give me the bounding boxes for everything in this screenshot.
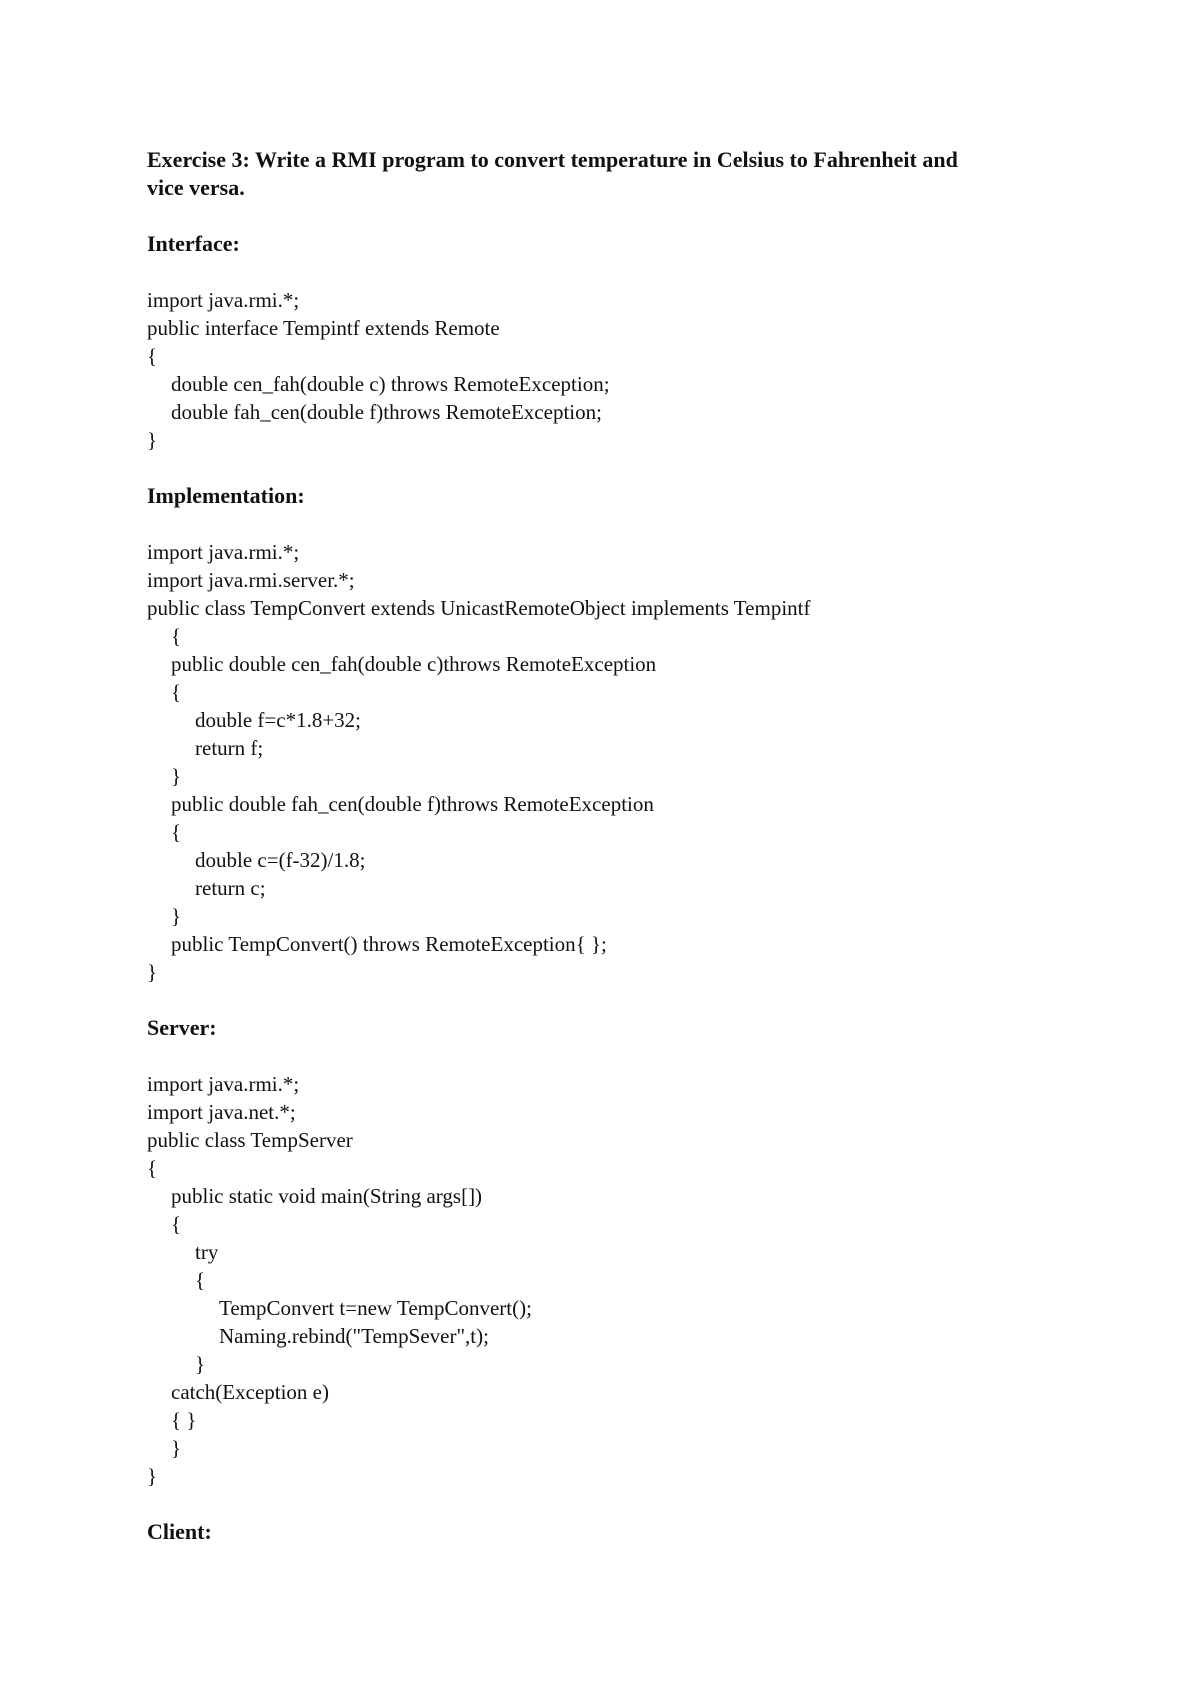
code-line: } — [195, 1352, 206, 1376]
code-line: return f; — [195, 736, 264, 760]
code-line: double fah_cen(double f)throws RemoteException; — [171, 400, 602, 424]
server-code-block — [147, 1070, 1067, 1490]
code-line: } — [171, 1436, 182, 1460]
exercise-title-line-1: Exercise 3: Write a RMI program to convert temperature in Celsius to Fahrenheit and — [147, 147, 958, 172]
code-line: Naming.rebind("TempSever",t); — [219, 1324, 489, 1348]
code-line: } — [171, 764, 182, 788]
code-line: public class TempServer — [147, 1128, 353, 1152]
server-heading: Server: — [147, 1015, 217, 1040]
exercise-title — [147, 146, 1067, 202]
code-line: public static void main(String args[]) — [171, 1184, 483, 1208]
code-line: import java.rmi.*; — [147, 1072, 300, 1096]
code-line: catch(Exception e) — [171, 1380, 329, 1404]
code-line: { } — [171, 1408, 197, 1432]
code-line: TempConvert t=new TempConvert(); — [219, 1296, 532, 1320]
code-line: import java.net.*; — [147, 1100, 296, 1124]
code-line: public interface Tempintf extends Remote — [147, 316, 500, 340]
code-line: { — [171, 624, 182, 648]
code-line: public double fah_cen(double f)throws RemoteException — [171, 792, 654, 816]
code-line: public class TempConvert extends UnicastRemoteObject implements Tempintf — [147, 596, 811, 620]
code-line: import java.rmi.*; — [147, 288, 300, 312]
code-line: double c=(f-32)/1.8; — [195, 848, 366, 872]
code-line: try — [195, 1240, 219, 1264]
interface-heading: Interface: — [147, 231, 240, 256]
code-line: double cen_fah(double c) throws RemoteException; — [171, 372, 610, 396]
code-line: { — [171, 1212, 182, 1236]
code-line: public TempConvert() throws RemoteException{ }; — [171, 932, 607, 956]
client-heading: Client: — [147, 1519, 212, 1544]
document-content — [147, 146, 1067, 1546]
implementation-code-block — [147, 538, 1067, 986]
code-line: { — [195, 1268, 206, 1292]
code-line: { — [171, 820, 182, 844]
code-line: { — [147, 344, 158, 368]
code-line: } — [147, 1464, 158, 1488]
code-line: } — [147, 960, 158, 984]
code-line: double f=c*1.8+32; — [195, 708, 361, 732]
interface-code-block — [147, 286, 1067, 454]
code-line: return c; — [195, 876, 266, 900]
exercise-title-line-2: vice versa. — [147, 175, 245, 200]
code-line: { — [147, 1156, 158, 1180]
code-line: public double cen_fah(double c)throws RemoteException — [171, 652, 657, 676]
code-line: } — [171, 904, 182, 928]
code-line: import java.rmi.*; — [147, 540, 300, 564]
code-line: { — [171, 680, 182, 704]
implementation-heading: Implementation: — [147, 483, 305, 508]
code-line: } — [147, 428, 158, 452]
code-line: import java.rmi.server.*; — [147, 568, 355, 592]
